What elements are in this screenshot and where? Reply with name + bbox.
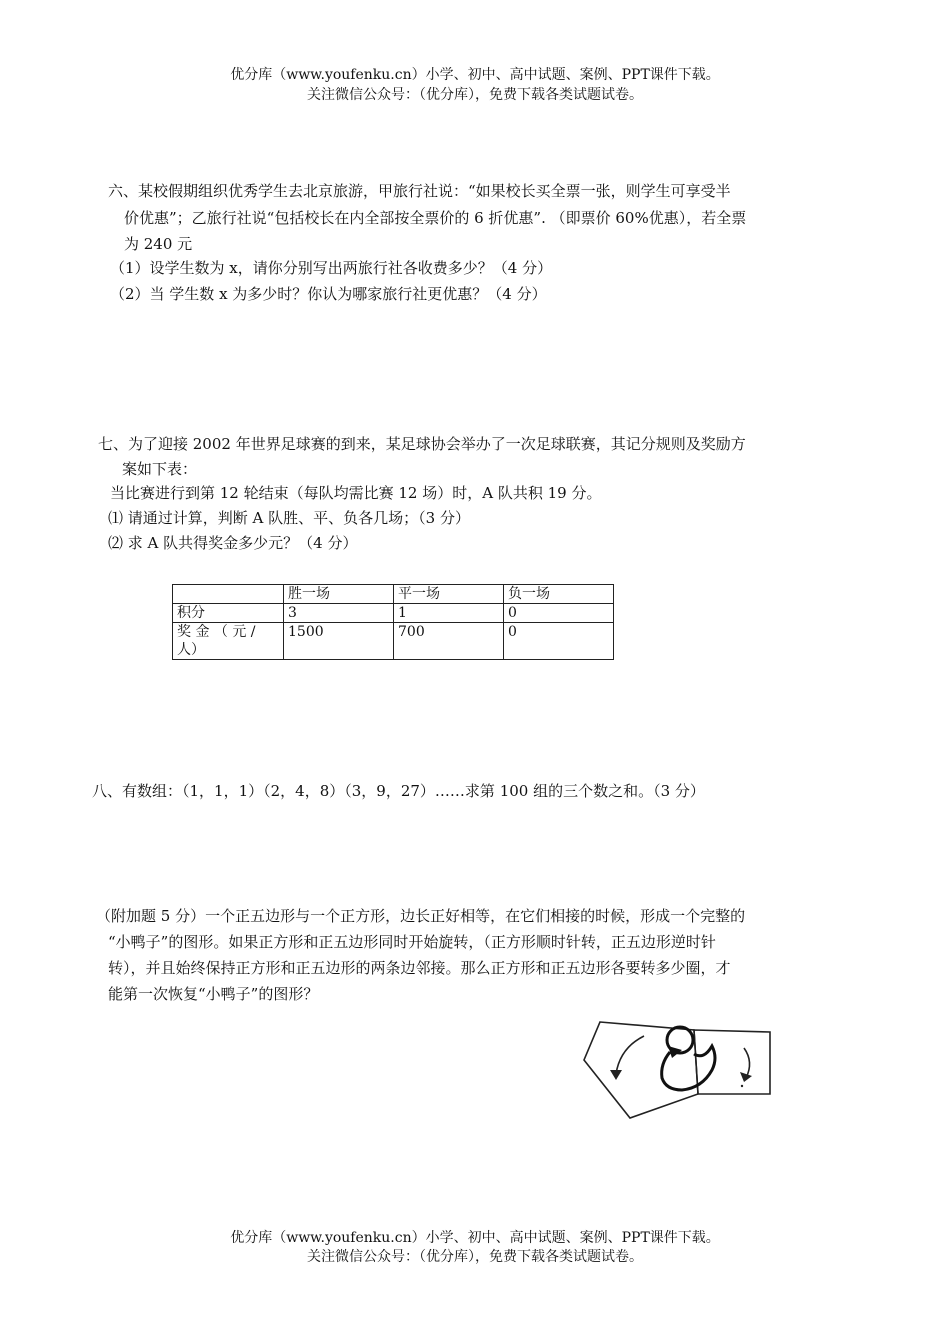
bonus-line-1: （附加题 5 分）一个正五边形与一个正方形，边长正好相等，在它们相接的时候，形成一个完整的 <box>96 907 746 925</box>
q7-subquestion-1: ⑴ 请通过计算，判断 A 队胜、平、负各几场；（3 分） <box>108 509 470 527</box>
header-line-1: 优分库（www.youfenku.cn）小学、初中、高中试题、案例、PPT课件下载。 <box>230 67 720 83</box>
bonus-line-4: 能第一次恢复“小鸭子”的图形？ <box>108 985 319 1003</box>
table-cell: 1 <box>394 604 504 623</box>
table-header-cell: 平一场 <box>394 585 504 604</box>
q7-line-3: 当比赛进行到第 12 轮结束（每队均需比赛 12 场）时，A 队共积 19 分。 <box>110 484 602 502</box>
table-cell: 奖 金 （ 元 / 人） <box>173 623 284 660</box>
duck-figure <box>582 1020 774 1124</box>
q7-line-1: 七、为了迎接 2002 年世界足球赛的到来，某足球协会举办了一次足球联赛，其记分规则及奖励方 <box>98 435 746 453</box>
pentagon-shape <box>584 1022 698 1118</box>
bonus-line-2: “小鸭子”的图形。如果正方形和正五边形同时开始旋转，（正方形顺时针转，正五边形逆时针 <box>108 933 716 951</box>
table-header-row <box>173 585 614 604</box>
arrowhead-icon <box>610 1070 622 1080</box>
q6-line-2: 价优惠”；乙旅行社说“包括校长在内全部按全票价的 6 折优惠”. （即票价 60%优惠），若全票 <box>124 209 747 227</box>
table-cell: 积分 <box>173 604 284 623</box>
q6-line-3: 为 240 元 <box>124 235 193 253</box>
header-line-2: 关注微信公众号：（优分库），免费下载各类试题试卷。 <box>307 87 643 103</box>
table-cell: 700 <box>394 623 504 660</box>
square-shape <box>694 1030 770 1094</box>
clockwise-arrow-icon <box>744 1048 750 1078</box>
table-cell: 1500 <box>284 623 394 660</box>
q6-line-1: 六、某校假期组织优秀学生去北京旅游，甲旅行社说：“如果校长买全票一张，则学生可享受半 <box>108 182 731 200</box>
table-row <box>173 623 614 660</box>
table-header-cell: 负一场 <box>504 585 614 604</box>
q8-line-1: 八、有数组：（1，1，1）（2，4，8）（3，9，27）……求第 100 组的三个数之和。（3 分） <box>92 782 705 800</box>
table-row <box>173 604 614 623</box>
dot-mark <box>741 1085 743 1087</box>
q7-line-2: 案如下表： <box>122 460 198 478</box>
footer-line-1: 优分库（www.youfenku.cn）小学、初中、高中试题、案例、PPT课件下载。 <box>230 1230 720 1246</box>
table-header-cell <box>173 585 284 604</box>
q7-subquestion-2: ⑵ 求 A 队共得奖金多少元？（4 分） <box>108 534 358 552</box>
table-cell: 0 <box>504 623 614 660</box>
counterclockwise-arrow-icon <box>616 1036 644 1074</box>
footer-line-2: 关注微信公众号：（优分库），免费下载各类试题试卷。 <box>307 1249 643 1265</box>
table-header-cell: 胜一场 <box>284 585 394 604</box>
duck-body-shape <box>662 1046 715 1090</box>
bonus-line-3: 转），并且始终保持正方形和正五边形的两条边邻接。那么正方形和正五边形各要转多少圈，才 <box>108 959 731 977</box>
arrowhead-icon <box>740 1072 752 1082</box>
table-cell: 3 <box>284 604 394 623</box>
scoring-table <box>172 584 614 660</box>
q6-subquestion-2: （2）当 学生数 x 为多少时？你认为哪家旅行社更优惠？（4 分） <box>110 285 547 303</box>
q6-subquestion-1: （1）设学生数为 x，请你分别写出两旅行社各收费多少？（4 分） <box>110 259 553 277</box>
table-cell: 0 <box>504 604 614 623</box>
